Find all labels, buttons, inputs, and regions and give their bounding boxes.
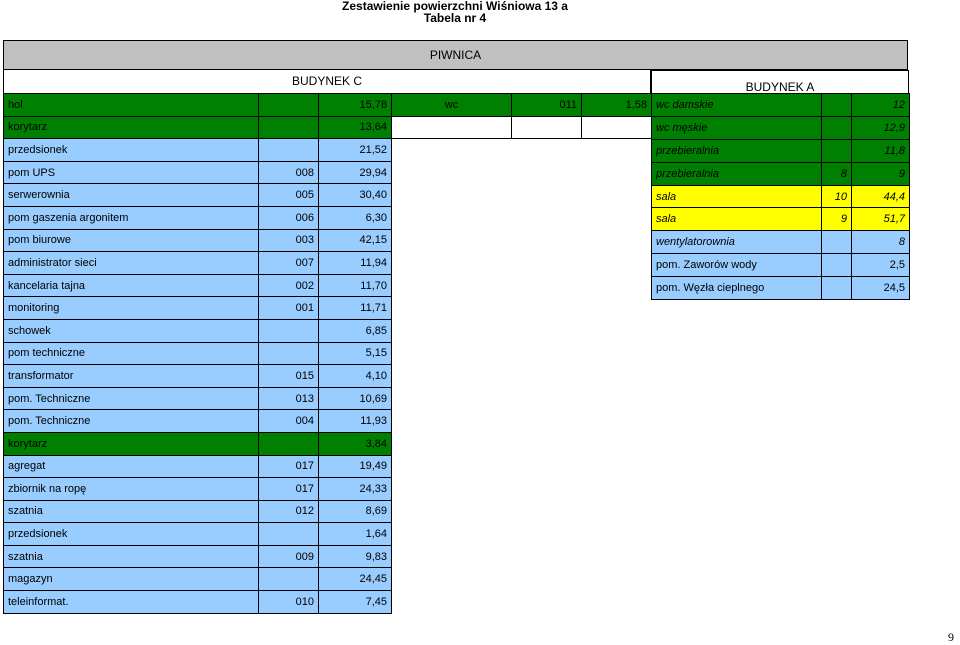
room-code-cell	[259, 342, 319, 365]
building-c-row	[4, 478, 392, 501]
building-c-row	[4, 139, 392, 162]
building-c-row	[4, 365, 392, 388]
building-c-row	[4, 274, 392, 297]
building-a-row	[652, 277, 910, 300]
room-code-cell	[259, 523, 319, 546]
room-code-cell	[822, 254, 852, 277]
room-name-cell: wc damskie	[652, 94, 822, 117]
room-name-cell: monitoring	[4, 297, 259, 320]
room-name-cell: wc	[392, 94, 512, 117]
room-name-cell: kancelaria tajna	[4, 274, 259, 297]
room-code-cell: 013	[259, 387, 319, 410]
room-area-cell: 12,9	[852, 116, 910, 139]
room-code-cell: 011	[512, 94, 582, 117]
room-code-cell	[259, 94, 319, 117]
room-code-cell: 10	[822, 185, 852, 208]
building-c-row	[4, 455, 392, 478]
section-header-piwnica: PIWNICA	[3, 40, 908, 70]
empty-cell	[512, 116, 582, 139]
building-a-row	[652, 231, 910, 254]
room-code-cell: 003	[259, 229, 319, 252]
room-area-cell: 24,45	[319, 568, 392, 591]
building-c-row	[4, 229, 392, 252]
room-name-cell: administrator sieci	[4, 252, 259, 275]
room-area-cell: 11,93	[319, 410, 392, 433]
room-area-cell: 4,10	[319, 365, 392, 388]
room-code-cell	[259, 139, 319, 162]
room-code-cell	[822, 94, 852, 117]
room-area-cell: 21,52	[319, 139, 392, 162]
building-c-row	[4, 568, 392, 591]
room-area-cell: 7,45	[319, 591, 392, 614]
building-c-row	[4, 545, 392, 568]
room-name-cell: sala	[652, 208, 822, 231]
room-name-cell: teleinformat.	[4, 591, 259, 614]
room-name-cell: pom biurowe	[4, 229, 259, 252]
middle-table	[391, 93, 652, 139]
building-a-row	[652, 254, 910, 277]
room-name-cell: pom techniczne	[4, 342, 259, 365]
room-area-cell: 3,84	[319, 432, 392, 455]
room-name-cell: magazyn	[4, 568, 259, 591]
building-c-row	[4, 116, 392, 139]
room-code-cell	[822, 231, 852, 254]
room-area-cell: 15,78	[319, 94, 392, 117]
building-c-row	[4, 184, 392, 207]
room-code-cell: 010	[259, 591, 319, 614]
building-c-row	[4, 94, 392, 117]
room-code-cell: 004	[259, 410, 319, 433]
building-a-table	[651, 93, 910, 300]
room-name-cell: pom. Węzła cieplnego	[652, 277, 822, 300]
middle-row	[392, 94, 652, 117]
room-code-cell: 007	[259, 252, 319, 275]
room-area-cell: 11,8	[852, 139, 910, 162]
room-code-cell	[822, 116, 852, 139]
room-code-cell	[822, 139, 852, 162]
room-area-cell: 8	[852, 231, 910, 254]
room-code-cell: 001	[259, 297, 319, 320]
building-c-row	[4, 161, 392, 184]
room-code-cell: 015	[259, 365, 319, 388]
room-code-cell: 8	[822, 162, 852, 185]
room-name-cell: pom UPS	[4, 161, 259, 184]
building-c-row	[4, 319, 392, 342]
room-area-cell: 1,58	[582, 94, 652, 117]
room-code-cell	[259, 568, 319, 591]
room-area-cell: 13,64	[319, 116, 392, 139]
room-area-cell: 24,33	[319, 478, 392, 501]
building-a-row	[652, 139, 910, 162]
building-a-row	[652, 208, 910, 231]
room-area-cell: 11,71	[319, 297, 392, 320]
room-code-cell: 005	[259, 184, 319, 207]
room-name-cell: pom. Zaworów wody	[652, 254, 822, 277]
building-a-row	[652, 94, 910, 117]
room-code-cell: 008	[259, 161, 319, 184]
building-a-row	[652, 185, 910, 208]
room-name-cell: agregat	[4, 455, 259, 478]
room-code-cell: 017	[259, 478, 319, 501]
room-area-cell: 11,70	[319, 274, 392, 297]
room-area-cell: 19,49	[319, 455, 392, 478]
room-area-cell: 51,7	[852, 208, 910, 231]
room-area-cell: 44,4	[852, 185, 910, 208]
room-area-cell: 9	[852, 162, 910, 185]
room-name-cell: przedsionek	[4, 139, 259, 162]
room-name-cell: pom. Techniczne	[4, 387, 259, 410]
room-area-cell: 29,94	[319, 161, 392, 184]
page-number: 9	[948, 630, 954, 644]
room-code-cell: 009	[259, 545, 319, 568]
room-area-cell: 6,85	[319, 319, 392, 342]
room-area-cell: 12	[852, 94, 910, 117]
building-c-table	[3, 93, 392, 614]
room-code-cell	[259, 432, 319, 455]
empty-cell	[392, 116, 512, 139]
room-name-cell: szatnia	[4, 545, 259, 568]
building-a-row	[652, 162, 910, 185]
room-name-cell: sala	[652, 185, 822, 208]
room-code-cell: 002	[259, 274, 319, 297]
room-name-cell: korytarz	[4, 432, 259, 455]
room-code-cell: 9	[822, 208, 852, 231]
room-area-cell: 6,30	[319, 206, 392, 229]
room-name-cell: pom. Techniczne	[4, 410, 259, 433]
empty-cell	[582, 116, 652, 139]
room-name-cell: przedsionek	[4, 523, 259, 546]
room-code-cell: 017	[259, 455, 319, 478]
room-area-cell: 8,69	[319, 500, 392, 523]
room-code-cell: 006	[259, 206, 319, 229]
room-code-cell: 012	[259, 500, 319, 523]
room-code-cell	[822, 277, 852, 300]
room-area-cell: 24,5	[852, 277, 910, 300]
room-area-cell: 42,15	[319, 229, 392, 252]
room-code-cell	[259, 116, 319, 139]
room-area-cell: 9,83	[319, 545, 392, 568]
building-c-row	[4, 387, 392, 410]
room-area-cell: 30,40	[319, 184, 392, 207]
room-name-cell: wc męskie	[652, 116, 822, 139]
building-c-row	[4, 297, 392, 320]
room-name-cell: przebieralnia	[652, 162, 822, 185]
building-c-row	[4, 523, 392, 546]
building-c-row	[4, 252, 392, 275]
building-c-row	[4, 500, 392, 523]
building-c-row	[4, 410, 392, 433]
room-area-cell: 5,15	[319, 342, 392, 365]
room-name-cell: schowek	[4, 319, 259, 342]
room-name-cell: pom gaszenia argonitem	[4, 206, 259, 229]
building-a-row	[652, 116, 910, 139]
room-area-cell: 11,94	[319, 252, 392, 275]
room-name-cell: serwerownia	[4, 184, 259, 207]
room-name-cell: transformator	[4, 365, 259, 388]
building-c-row	[4, 591, 392, 614]
room-name-cell: zbiornik na ropę	[4, 478, 259, 501]
room-code-cell	[259, 319, 319, 342]
building-a-header: BUDYNEK A	[651, 70, 909, 93]
room-name-cell: korytarz	[4, 116, 259, 139]
building-c-row	[4, 206, 392, 229]
document-title: Zestawienie powierzchni Wiśniowa 13 a	[342, 0, 568, 13]
room-area-cell: 10,69	[319, 387, 392, 410]
building-c-row	[4, 432, 392, 455]
room-area-cell: 2,5	[852, 254, 910, 277]
table-number: Tabela nr 4	[423, 11, 487, 25]
room-name-cell: przebieralnia	[652, 139, 822, 162]
empty-row	[392, 116, 652, 139]
building-c-row	[4, 342, 392, 365]
room-name-cell: szatnia	[4, 500, 259, 523]
room-area-cell: 1,64	[319, 523, 392, 546]
room-name-cell: hol	[4, 94, 259, 117]
room-name-cell: wentylatorownia	[652, 231, 822, 254]
building-c-header: BUDYNEK C	[3, 70, 651, 93]
